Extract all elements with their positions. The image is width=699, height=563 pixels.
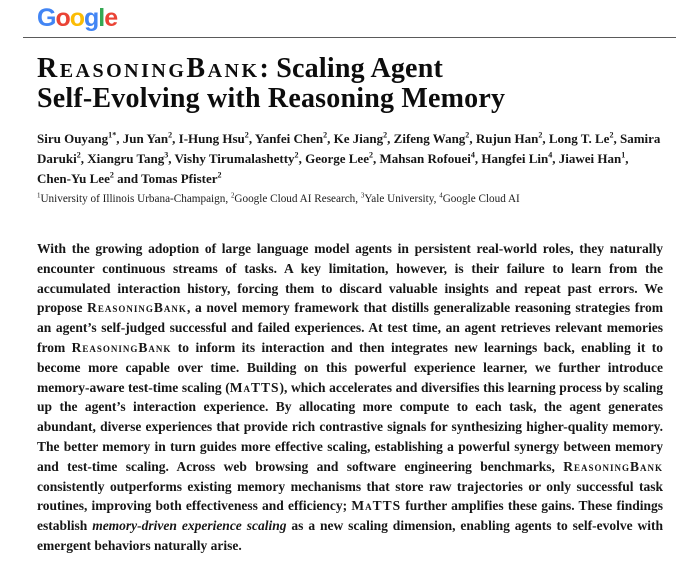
author-affiliation-superscript: 2 — [168, 130, 173, 140]
author-affiliation-superscript: 2 — [76, 150, 81, 160]
author-affiliation-superscript: 4 — [470, 150, 475, 160]
title-line-2: Self-Evolving with Reasoning Memory — [37, 83, 506, 114]
author-item — [172, 131, 249, 146]
author-separator: , — [552, 151, 559, 166]
author-affiliation-superscript: 2 — [217, 170, 222, 180]
author-separator: , — [625, 151, 629, 166]
author-separator: , — [116, 131, 123, 146]
author-list — [37, 129, 663, 189]
author-item — [475, 151, 552, 166]
author-name: Jun Yan — [122, 131, 169, 146]
affiliation-line — [37, 192, 663, 206]
author-separator: , — [248, 131, 255, 146]
author-separator: , — [542, 131, 549, 146]
affiliation-separator: , — [433, 193, 440, 205]
abstract-italic-phrase: memory-driven experience scaling — [92, 518, 287, 534]
author-separator: , — [613, 131, 620, 146]
affiliation-item — [355, 193, 433, 205]
author-separator: , — [387, 131, 394, 146]
author-name: I-Hung Hsu — [178, 131, 245, 146]
author-name: Zifeng Wang — [393, 131, 466, 146]
author-name: Long T. Le — [548, 131, 610, 146]
abstract-text-segment: With the growing adoption of large language model agents in persistent real-world roles, they naturally encounter continuous streams of tasks. A key limitation, however, is their failure to learn from the accumulated interaction history, forcing them to discard valuable insights and repeat past errors. We propose — [37, 241, 663, 316]
author-separator: , — [172, 131, 179, 146]
author-affiliation-superscript: 4 — [548, 150, 553, 160]
affiliation-number: 3 — [360, 191, 365, 200]
author-item — [81, 151, 168, 166]
affiliation-name: Google Cloud AI Research — [234, 193, 356, 205]
author-name: Jiawei Han — [558, 151, 622, 166]
author-item — [552, 151, 625, 166]
author-affiliation-superscript: 2 — [609, 130, 614, 140]
author-item — [114, 171, 222, 186]
logo-letter-o2: o — [69, 4, 85, 32]
title-rest: : Scaling Agent — [259, 53, 443, 84]
abstract-smallcaps-matts: MaTTS — [229, 379, 280, 395]
author-affiliation-superscript: 2 — [244, 130, 249, 140]
author-item — [37, 131, 116, 146]
logo-letter-g2: g — [84, 4, 99, 32]
author-separator: , — [80, 151, 88, 166]
author-name: Hangfei Lin — [481, 151, 549, 166]
author-item — [249, 131, 327, 146]
author-affiliation-superscript: 2 — [323, 130, 328, 140]
author-name: Samira Daruki — [37, 131, 661, 166]
author-separator: , — [168, 151, 175, 166]
author-name: Tomas Pfister — [141, 171, 218, 186]
abstract-text-segment: to inform its interaction and then integrates new learnings back, enabling it to become more capable over time. Building on this powerful experience learner, we further introduce memory-aware test-time scaling ( — [37, 339, 663, 395]
author-separator: , — [373, 151, 380, 166]
author-name: Ke Jiang — [333, 131, 384, 146]
author-item — [168, 151, 298, 166]
title-line-1 — [37, 54, 663, 84]
author-separator: and — [113, 171, 142, 186]
author-separator: , — [469, 131, 476, 146]
abstract-text-segment: , a novel memory framework that distills generalizable reasoning strategies from an agent’s self-judged successful and failed experiences. At test time, an agent retrieves relevant memories from — [37, 300, 663, 355]
abstract-smallcaps-reasoningbank: ReasoningBank — [71, 339, 172, 355]
author-name: Vishy Tirumalashetty — [174, 151, 295, 166]
author-affiliation-superscript: 2 — [294, 150, 299, 160]
author-item — [542, 131, 613, 146]
logo-letter-o1: o — [55, 4, 70, 32]
author-item — [373, 151, 475, 166]
author-name: Yanfei Chen — [254, 131, 324, 146]
author-affiliation-superscript: 2 — [465, 130, 470, 140]
author-affiliation-superscript: 2 — [109, 170, 114, 180]
author-affiliation-superscript: 2 — [538, 130, 543, 140]
author-name: Chen-Yu Lee — [37, 171, 110, 186]
title-smallcaps: ReasoningBank — [37, 53, 260, 84]
affiliation-separator: , — [225, 193, 231, 205]
author-affiliation-superscript: 1 — [621, 150, 626, 160]
affiliation-item — [37, 193, 225, 205]
affiliation-item — [434, 193, 520, 205]
affiliation-name: University of Illinois Urbana-Champaign — [40, 193, 226, 205]
affiliation-number: 1 — [37, 191, 41, 200]
abstract-text-segment: further amplifies these gains. These findings establish — [37, 498, 663, 534]
author-separator: , — [327, 131, 334, 146]
header-divider — [23, 37, 676, 38]
logo-letter-e: e — [104, 4, 118, 32]
affiliation-number: 4 — [439, 191, 443, 200]
author-affiliation-superscript: 2 — [383, 130, 388, 140]
author-separator: , — [474, 151, 482, 166]
author-separator: , — [298, 151, 306, 166]
affiliation-number: 2 — [230, 191, 235, 200]
author-item — [327, 131, 387, 146]
author-item — [387, 131, 469, 146]
google-logo — [37, 4, 117, 32]
paper-title — [37, 54, 663, 114]
affiliation-name: Yale University — [364, 193, 434, 205]
author-affiliation-superscript: 3 — [164, 150, 169, 160]
abstract-paragraph — [37, 239, 663, 556]
author-name: Rujun Han — [475, 131, 539, 146]
abstract-smallcaps-matts: MaTTS — [351, 498, 402, 514]
affiliation-item — [225, 193, 355, 205]
abstract-text-segment: consistently outperforms existing memory mechanisms that store raw trajectories or only successful task routines, improving both effectiveness and efficiency; — [37, 478, 663, 514]
paper-content — [37, 54, 663, 556]
author-name: Xiangru Tang — [87, 151, 165, 166]
logo-letter-g1: G — [37, 4, 56, 32]
author-item — [299, 151, 373, 166]
abstract-text-segment: ), which accelerates and diversifies this learning process by scaling up the agent’s interaction experience. By allocating more compute to each task, the agent generates abundant, diverse experiences that provide rich contrastive signals for synthesizing higher-quality memory. The better memory in turn guides more effective scaling, establishing a powerful synergy between memory and test-time scaling. Across web browsing and software engineering benchmarks, — [37, 379, 663, 474]
logo-letter-l: l — [98, 4, 105, 32]
author-name: Mahsan Rofouei — [379, 151, 471, 166]
abstract-smallcaps-reasoningbank: ReasoningBank — [87, 300, 187, 316]
abstract-smallcaps-reasoningbank: ReasoningBank — [563, 458, 663, 474]
author-name: George Lee — [305, 151, 369, 166]
affiliation-name: Google Cloud AI — [442, 193, 520, 205]
affiliation-separator: , — [355, 193, 361, 205]
author-item — [116, 131, 172, 146]
author-name: Siru Ouyang — [37, 131, 109, 146]
author-affiliation-superscript: 2 — [368, 150, 373, 160]
author-affiliation-superscript: 1* — [108, 130, 117, 140]
author-item — [469, 131, 542, 146]
abstract-text-segment: as a new scaling dimension, enabling agents to self-evolve with emergent behaviors naturally arise. — [37, 518, 664, 553]
